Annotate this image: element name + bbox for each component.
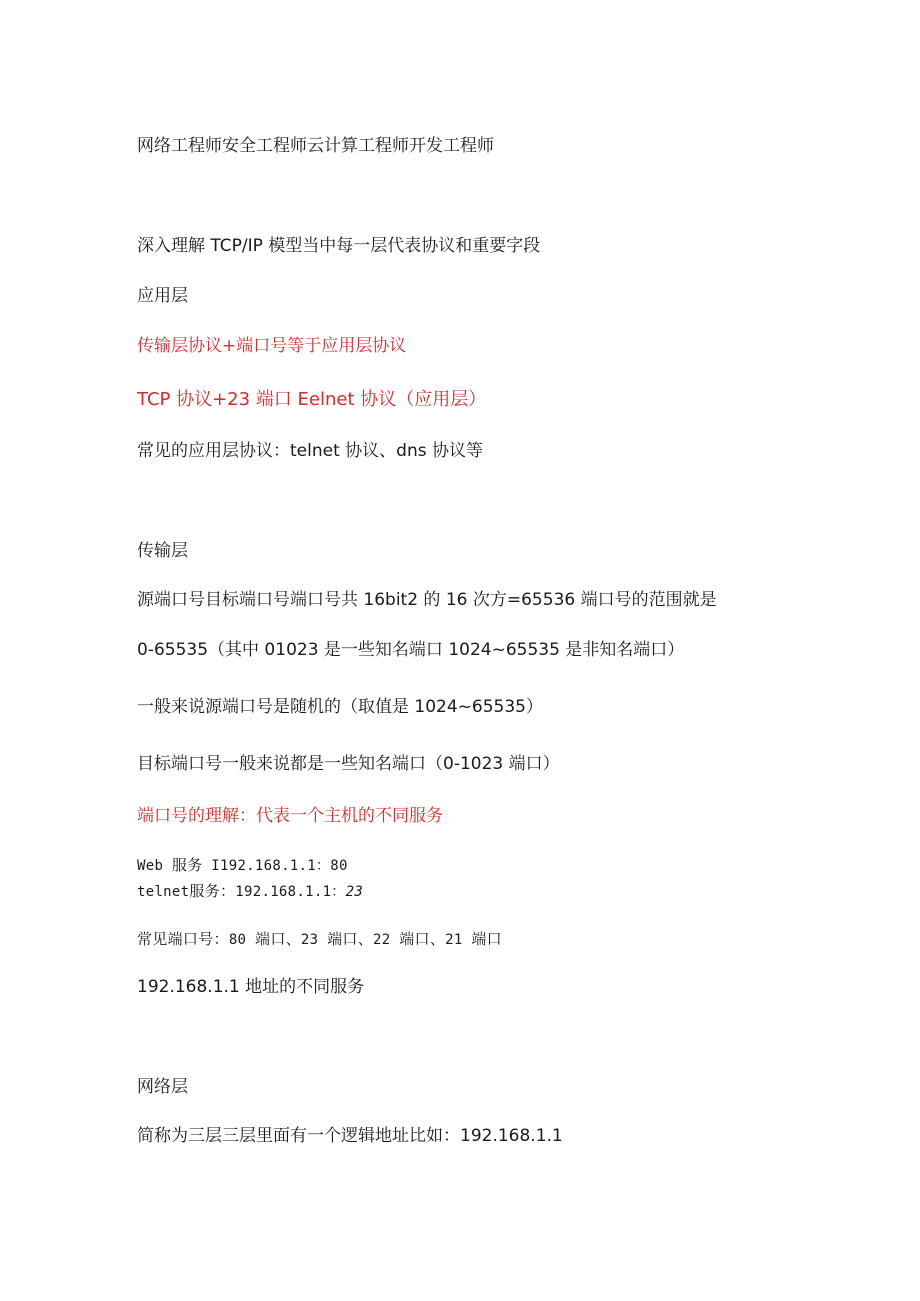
highlight-port-meaning: 端口号的理解：代表一个主机的不同服务 <box>137 806 443 826</box>
section-intro: 深入理解 TCP/IP 模型当中每一层代表协议和重要字段 <box>137 236 541 256</box>
port-suffix: 端口 <box>471 930 502 948</box>
source-port-line: 一般来说源端口号是随机的（取值是 1024~65535） <box>137 697 543 717</box>
port-23: 23 <box>300 932 319 948</box>
web-address: I192.168.1.1：80 <box>211 858 348 874</box>
heading-transport-layer: 传输层 <box>137 541 188 561</box>
port-80: 80 <box>228 932 247 948</box>
dest-port-line: 目标端口号一般来说都是一些知名端口（0-1023 端口） <box>137 754 560 774</box>
telnet-port: 23 <box>345 884 364 900</box>
telnet-service-line <box>137 882 363 901</box>
telnet-label: telnet <box>137 884 190 900</box>
highlight-transport-plus-port: 传输层协议+端口号等于应用层协议 <box>137 336 407 356</box>
web-service-line <box>137 856 348 875</box>
common-ports-label: 常见端口号： <box>137 930 229 948</box>
telnet-address: 192.168.1.1： <box>235 884 346 900</box>
common-ports-line <box>137 930 502 949</box>
address-services-line: 192.168.1.1 地址的不同服务 <box>137 977 365 997</box>
logical-address-line: 简称为三层三层里面有一个逻辑地址比如：192.168.1.1 <box>137 1126 563 1146</box>
port-suffix: 端口、 <box>255 930 301 948</box>
port-22: 22 <box>373 932 391 948</box>
heading-network-layer: 网络层 <box>137 1077 188 1097</box>
service-label: 服务 <box>171 856 203 874</box>
heading-application-layer: 应用层 <box>137 286 188 306</box>
highlight-tcp-23-example: TCP 协议+23 端口 Eelnet 协议（应用层） <box>137 389 487 410</box>
port-range-line-1: 源端口号目标端口号端口号共 16bit2 的 16 次方=65536 端口号的范围就是 <box>137 590 717 610</box>
web-label: Web <box>137 858 164 874</box>
port-range-line-2: 0-65535（其中 01023 是一些知名端口 1024~65535 是非知名端口） <box>137 640 685 660</box>
roles-line: 网络工程师安全工程师云计算工程师开发工程师 <box>137 136 494 156</box>
port-21: 21 <box>445 932 463 948</box>
service-label: 服务： <box>189 882 236 900</box>
common-app-protocols: 常见的应用层协议：telnet 协议、dns 协议等 <box>137 441 483 461</box>
port-suffix: 端口、 <box>327 930 374 948</box>
port-suffix: 端口、 <box>399 930 446 948</box>
